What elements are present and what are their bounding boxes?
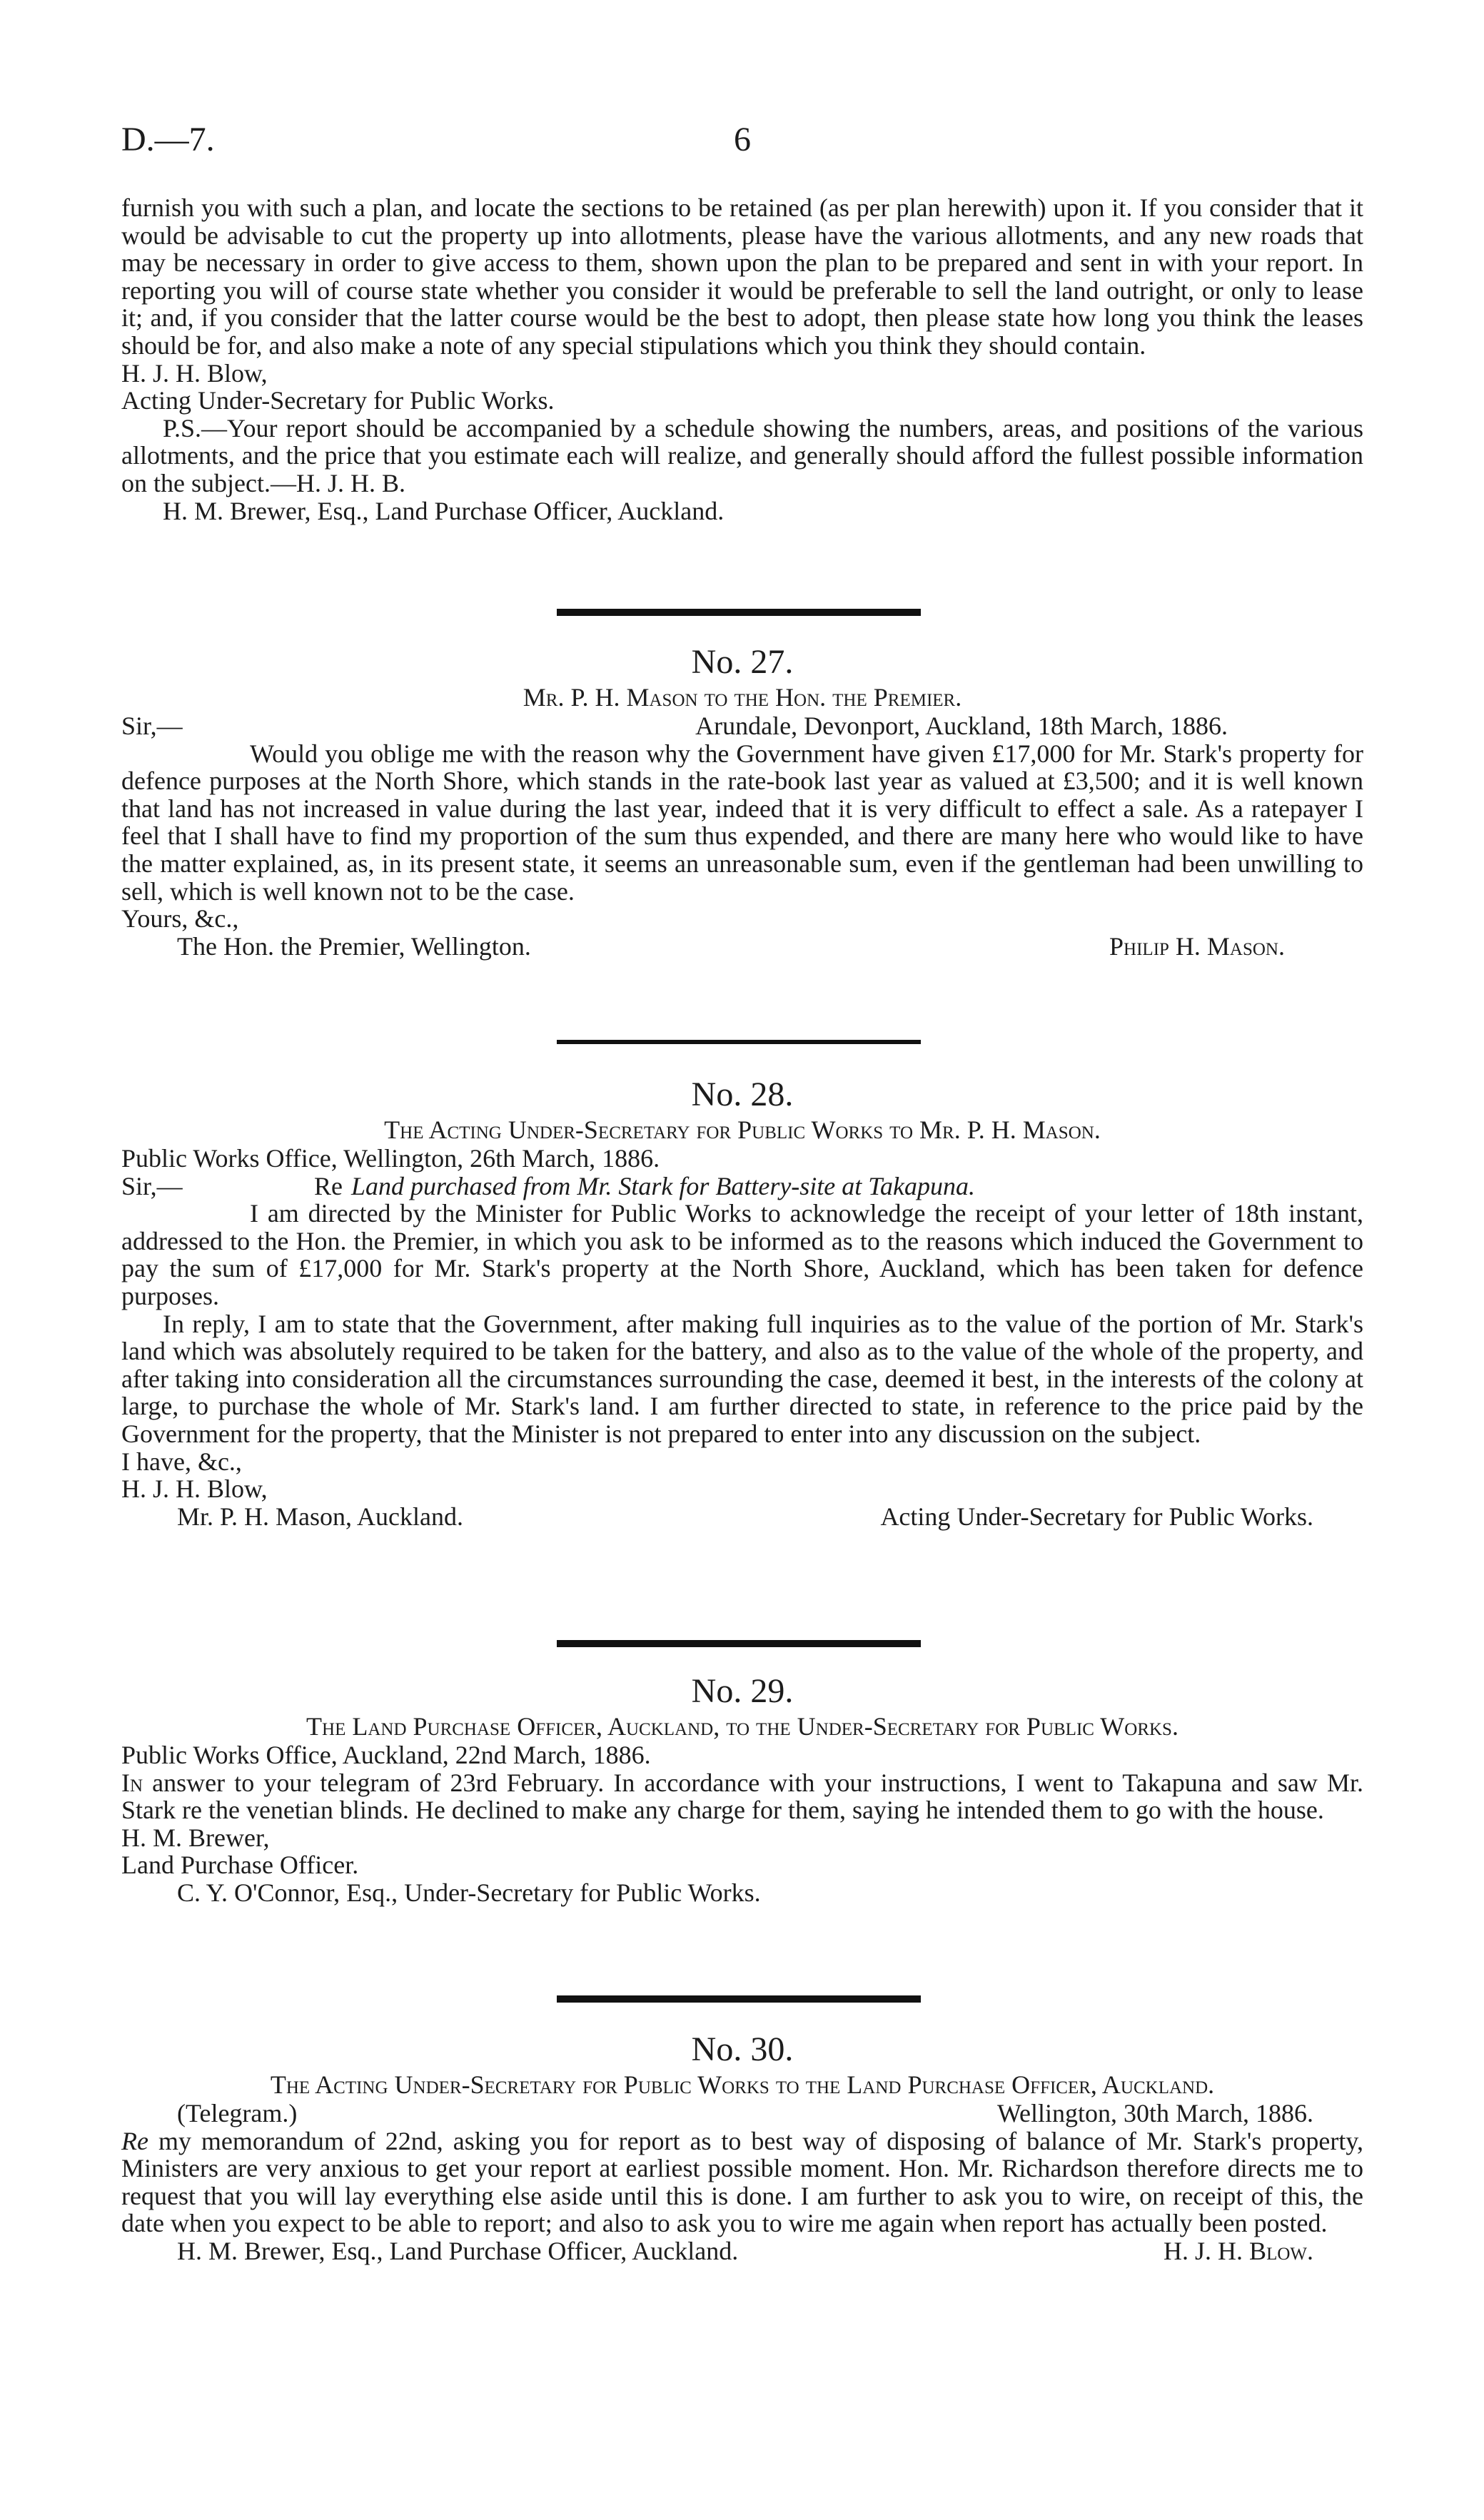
document-code: D.—7. [121,121,215,158]
letter-29-body: answer to your telegram of 23rd February. In accordance with your instructions, I went to Takapuna and saw Mr. Stark re the venetian blinds. He declined to make any charge for them, saying he intended them to go with the house. [121,1768,1363,1825]
letter-30-addressee: H. M. Brewer, Esq., Land Purchase Officer, Auckland. [177,2236,739,2265]
letter-28-title: The Acting Under-Secretary for Public Works to Mr. P. H. Mason. [384,1115,1101,1144]
letter-27-addressee: The Hon. the Premier, Wellington. [177,931,531,961]
letter-29-number: No. 29. [691,1672,794,1710]
letter-30-body-paragraph [121,2127,1363,2237]
section-divider [557,1995,921,2003]
letter-28-body-1: I am directed by the Minister for Public Works to acknowledge the receipt of your letter of 18th instant, addressed to the Hon. the Premier, in which you ask to be informed as to the reasons which induced the Government to pay the sum of £17,000 for Mr. Stark's property at the North Shore, Auckland, which has been taken for defence purposes. [121,1199,1363,1310]
letter-27-title: Mr. P. H. Mason to the Hon. the Premier. [523,683,962,712]
letter-28-subject: Land purchased from Mr. Stark for Battery-site at Takapuna. [351,1171,975,1200]
letter-27-body: Would you oblige me with the reason why the Government have given £17,000 for Mr. Stark's property for defence purposes at the North Shore, which stands in the rate-book last year as valued at £3,500; and it is well known that land has not increased in value during the last year, indeed that it is very difficult to effect a sale. As a ratepayer I feel that I shall have to find my proportion of the sum thus expended, and there are many here who would like to have the matter explained, as, in its present state, it seems an unreasonable sum, even if the gentleman had been unwilling to sell, which is well known not to be the case. [121,739,1363,906]
letter-27-heading-row [121,712,1363,740]
letter-28-signature: H. J. H. Blow, [121,1474,268,1504]
letter-29-body-lead: In [121,1768,143,1797]
letter-27-place-date: Arundale, Devonport, Auckland, 18th March, 1886. [695,712,1228,740]
letter-28-signature-title: Acting Under-Secretary for Public Works. [880,1502,1313,1531]
section-divider [557,1040,921,1044]
letter-28-subject-row [121,1173,1363,1200]
section-divider [557,609,921,616]
letter-29-title: The Land Purchase Officer, Auckland, to the Under-Secretary for Public Works. [306,1712,1178,1741]
letter-30 [121,2030,1363,2265]
page-number: 6 [734,121,751,158]
letter-30-place-date: Wellington, 30th March, 1886. [996,2099,1313,2127]
letter-27-salutation: Sir,— [121,712,183,740]
letter-29-body-paragraph [121,1769,1363,1824]
letter-28-salutation: Sir,— [121,1171,183,1200]
letter-30-heading-row [121,2100,1363,2127]
intro-body: furnish you with such a plan, and locate the sections to be retained (as per plan herewith) upon it. If you consider that it would be advisable to cut the property up into allotments, please have the various allotments, and any new roads that may be necessary in order to give access to them, shown upon the plan to be prepared and sent in with your report. In reporting you will of course state whether you consider it would be preferable to sell the land outright, or only to lease it; and, if you consider that the latter course would be the best to adopt, then please state how long you think the leases should be for, and also make a note of any special stipulations which you think they should contain. [121,193,1363,360]
letter-30-kind: (Telegram.) [177,2099,298,2127]
intro-addressee: H. M. Brewer, Esq., Land Purchase Officer, Auckland. [163,496,725,525]
letter-28-addressee: Mr. P. H. Mason, Auckland. [177,1502,464,1531]
letter-28-footer-row [121,1503,1363,1531]
letter-29-addressee: C. Y. O'Connor, Esq., Under-Secretary for Public Works. [177,1878,761,1907]
intro-section [121,194,1363,525]
intro-postscript: P.S.—Your report should be accompanied by a schedule showing the numbers, areas, and positions of the various allotments, and the price that you estimate each will realize, and generally should afford the fullest possible information on the subject.—H. J. H. B. [121,413,1363,497]
letter-29-place-date: Public Works Office, Auckland, 22nd March, 1886. [121,1741,651,1769]
letter-30-number: No. 30. [691,2030,794,2068]
letter-30-footer-row [121,2237,1363,2265]
intro-signature-title: Acting Under-Secretary for Public Works. [121,386,555,415]
letter-28-subject-prefix: Re [314,1171,343,1200]
intro-signature: H. J. H. Blow, [121,358,268,388]
letter-28 [121,1075,1363,1530]
letter-28-place-date: Public Works Office, Wellington, 26th March, 1886. [121,1144,660,1173]
letter-27-number: No. 27. [691,643,794,681]
letter-30-signature: H. J. H. Blow. [1164,2236,1313,2265]
letter-28-number: No. 28. [691,1076,794,1113]
letter-27-footer-row [121,933,1363,961]
letter-30-body: my memorandum of 22nd, asking you for report as to best way of disposing of balance of Mr. Stark's property, Ministers are very anxious to get your report at earliest possible moment. Hon. Mr. Richardson therefore directs me to request that you will lay everything else aside until this is done. I am further to ask you to wire, on receipt of this, the date when you expect to be able to report; and also to ask you to wire me again when report has actually been posted. [121,2126,1364,2238]
letter-29-signature: H. M. Brewer, [121,1823,270,1852]
letter-27-closing: Yours, &c., [121,904,239,933]
letter-29 [121,1671,1363,1907]
letter-28-body-2: In reply, I am to state that the Government, after making full inquiries as to the value of the portion of Mr. Stark's land which was absolutely required to be taken for the battery, and also as to the value of the whole of the property, and after taking into consideration all the circumstances surrounding the case, deemed it best, in the interests of the colony at large, to purchase the whole of Mr. Stark's land. I am further directed to state, in reference to the price paid by the Government for the property, that the Minister is not prepared to enter into any discussion on the subject. [121,1309,1363,1448]
letter-28-closing: I have, &c., [121,1447,242,1476]
letter-27 [121,642,1363,960]
letter-27-signature: Philip H. Mason. [1109,931,1285,961]
letter-29-signature-title: Land Purchase Officer. [121,1851,359,1880]
letter-30-title: The Acting Under-Secretary for Public Works to the Land Purchase Officer, Auckland. [270,2070,1215,2099]
letter-30-body-lead: Re [121,2126,148,2155]
section-divider [557,1640,921,1647]
